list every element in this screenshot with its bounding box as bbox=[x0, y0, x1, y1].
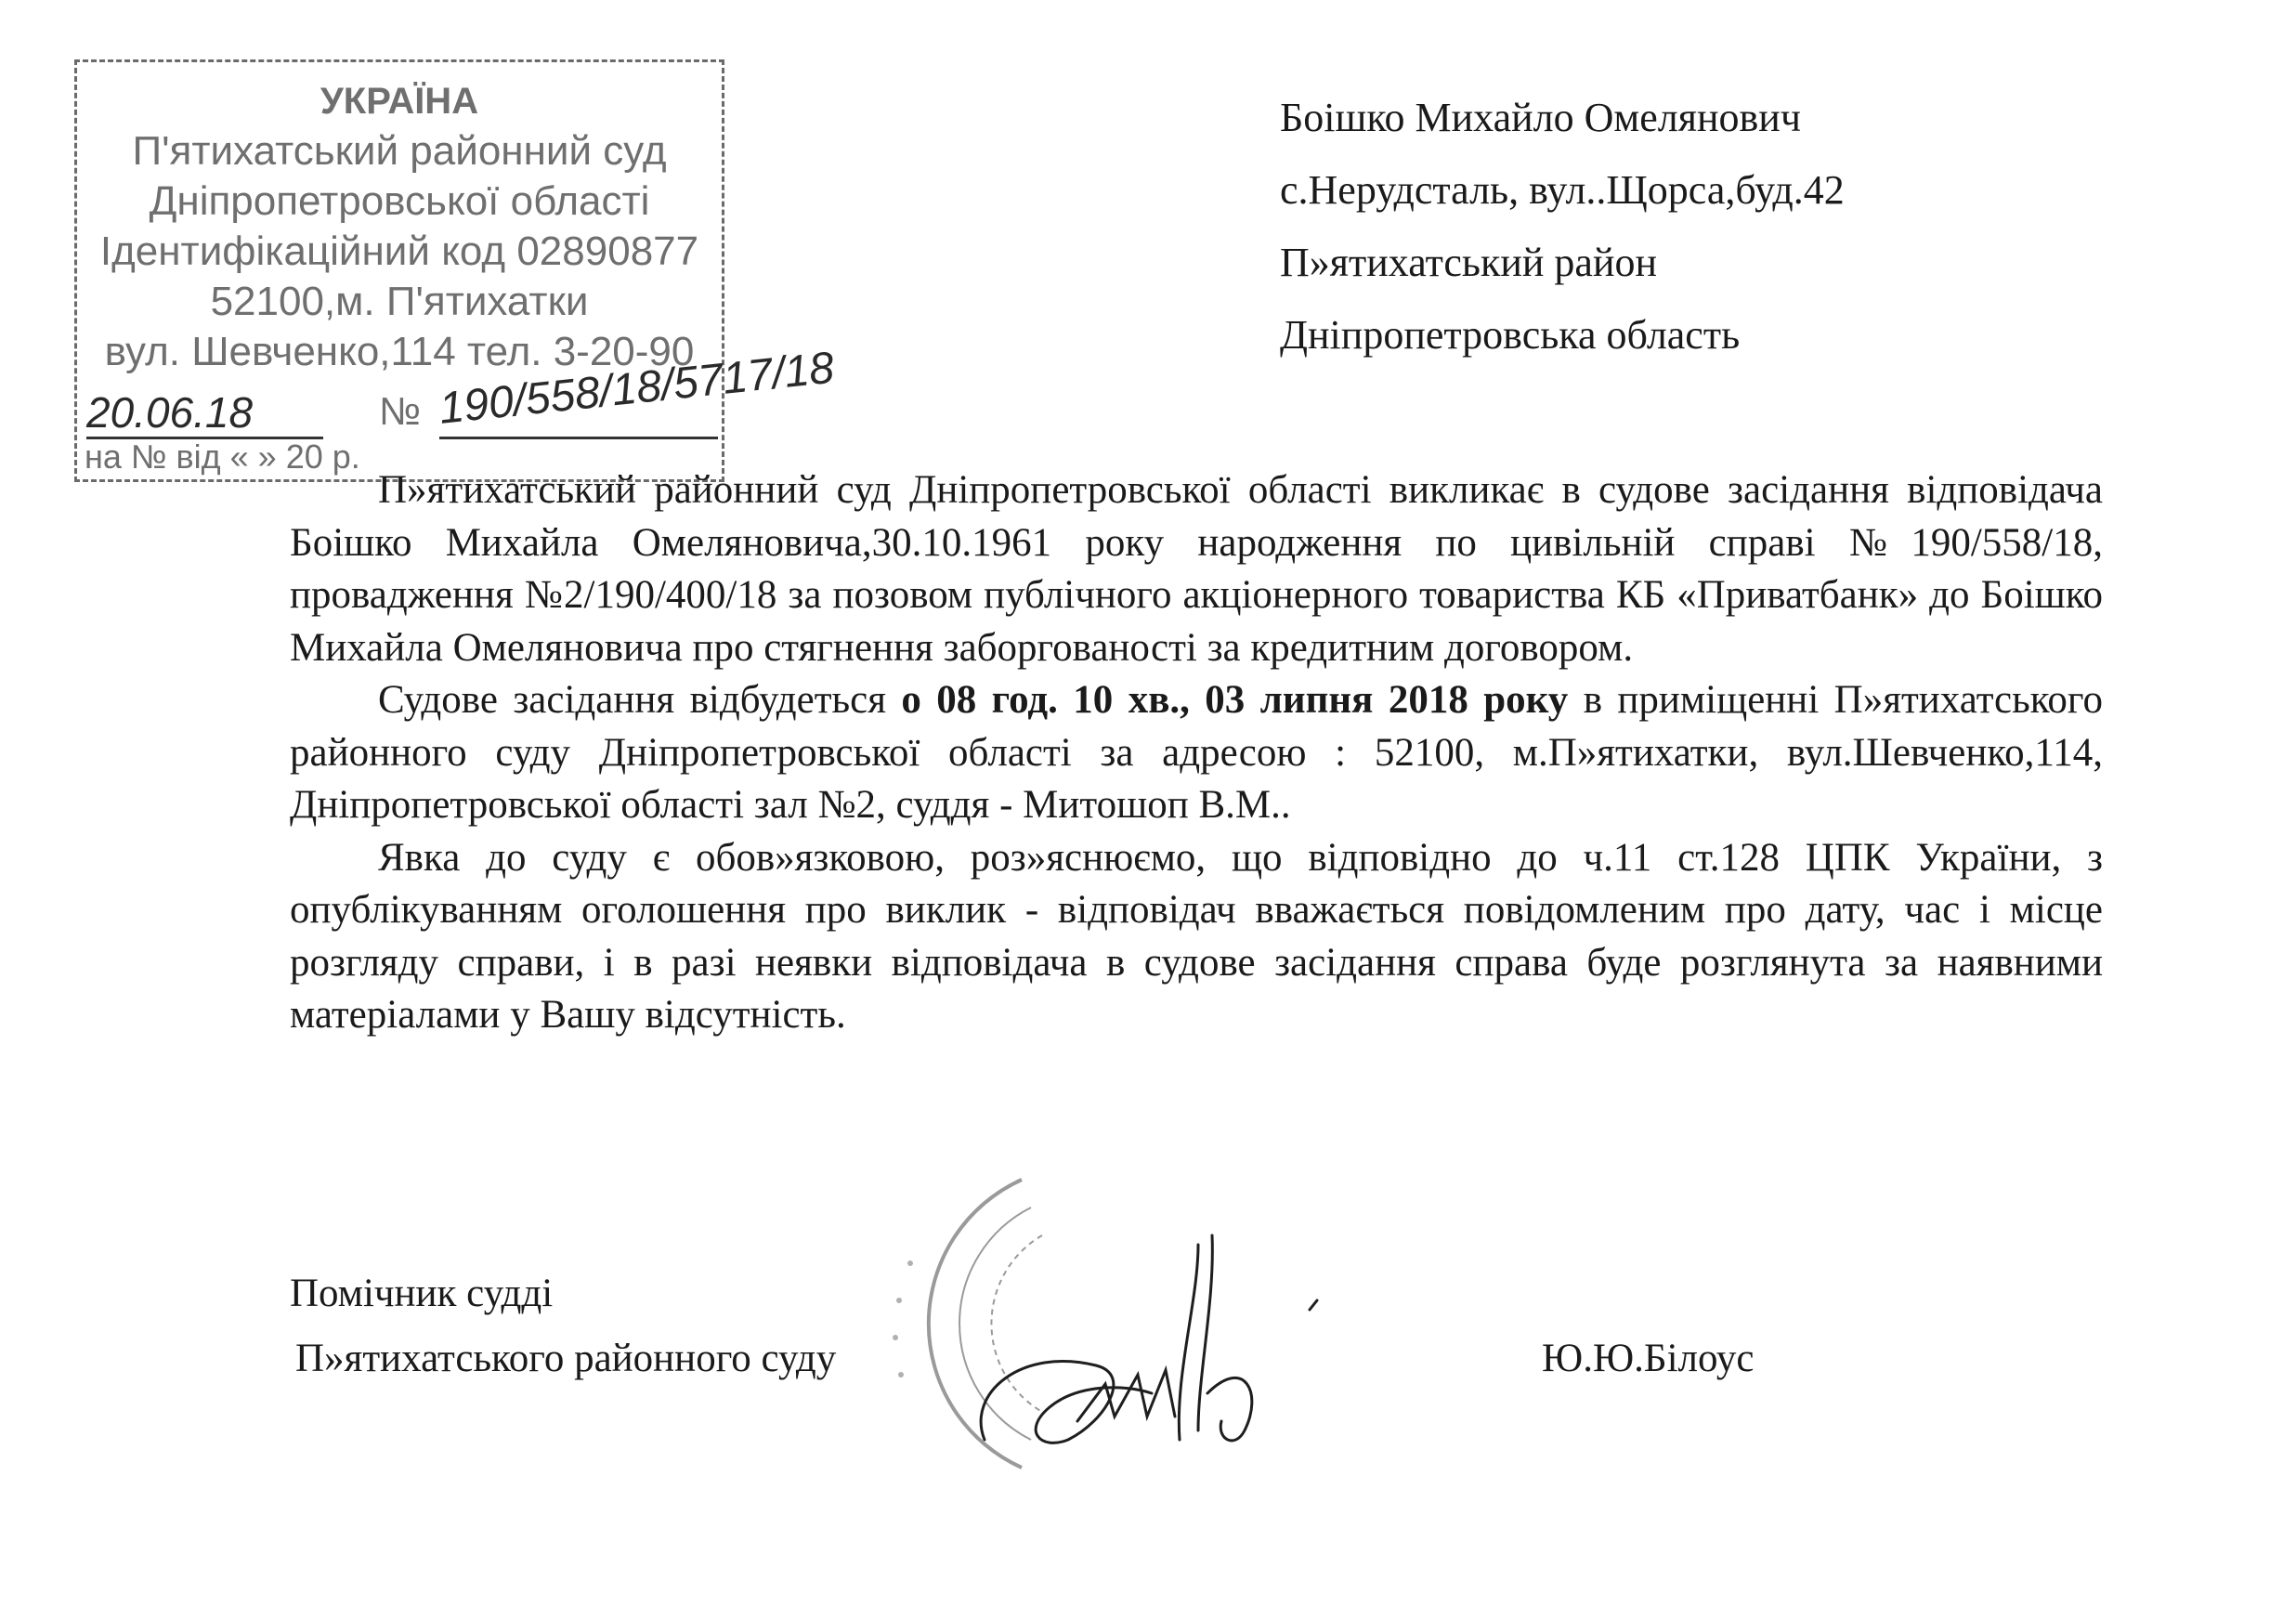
addressee-address: с.Нерудсталь, вул..Щорса,буд.42 bbox=[1280, 167, 1845, 213]
stamp-code: Ідентифікаційний код 02890877 bbox=[99, 228, 699, 274]
stamp-city: 52100,м. П'ятихатки bbox=[210, 279, 589, 324]
addressee-region: Дніпропетровська область bbox=[1280, 312, 1741, 358]
paragraph-summons: П»ятихатський районний суд Дніпропетровської області викликає в судове засідання відповідача Боішко Михайла Омеляновича,30.10.1961 року народження по цивільній справі №190/558/18, провадження №2/190/400/18 за позовом публічного акціонерного товариства КБ «Приватбанк» до Боішко Михайла Омеляновича про стягнення заборгованості за кредитним договором. bbox=[290, 468, 2103, 670]
handwritten-signature-icon bbox=[966, 1208, 1356, 1505]
signer-name: Ю.Ю.Білоус bbox=[1542, 1337, 1755, 1380]
hearing-text-start: Судове засідання відбудеться bbox=[378, 678, 902, 722]
stamp-number-underline bbox=[439, 437, 718, 439]
signer-role: Помічник судді bbox=[290, 1272, 554, 1315]
registration-stamp bbox=[74, 59, 837, 482]
hearing-datetime: о 08 год. 10 хв., 03 липня 2018 року bbox=[901, 678, 1569, 722]
letter-body bbox=[290, 464, 2103, 1042]
addressee-district: П»ятихатський район bbox=[1280, 240, 1658, 285]
hearing-text-end: в приміщенні П»ятихатського районного суду Дніпропетровської області за адресою : 52100, м.П»ятихатки, вул.Шевченко,114, Дніпропетровської області зал №2, суддя - Митошоп В.М.. bbox=[290, 678, 2103, 827]
signer-court: П»ятихатського районного суду bbox=[295, 1337, 837, 1380]
stamp-street: вул. Шевченко,114 тел. 3-20-90 bbox=[104, 329, 695, 374]
paragraph-hearing bbox=[290, 674, 2103, 832]
stamp-country: УКРАЇНА bbox=[320, 81, 479, 122]
addressee-block bbox=[1280, 82, 1845, 372]
addressee-name: Боішко Михайло Омелянович bbox=[1280, 95, 1801, 140]
stamp-handwritten-number: 190/558/18/5717/18 bbox=[437, 343, 837, 434]
paragraph-attendance: Явка до суду є обов»язковою, роз»яснюємо, що відповідно до ч.11 ст.128 ЦПК України, з опублікуванням оголошення про виклик - відповідач вважається повідомленим про дату, час і місце розгляду справи, і в разі неявки відповідача в судове засідання справа буде розглянута за наявними матеріалами у Вашу відсутність. bbox=[290, 835, 2103, 1037]
stamp-reference-line: на № від « » 20 р. bbox=[85, 437, 360, 476]
stamp-region: Дніпропетровської області bbox=[149, 178, 650, 224]
stamp-number-label: № bbox=[379, 389, 422, 433]
stamp-court: П'ятихатський районний суд bbox=[132, 128, 667, 174]
stamp-handwritten-date: 20.06.18 bbox=[86, 388, 254, 437]
